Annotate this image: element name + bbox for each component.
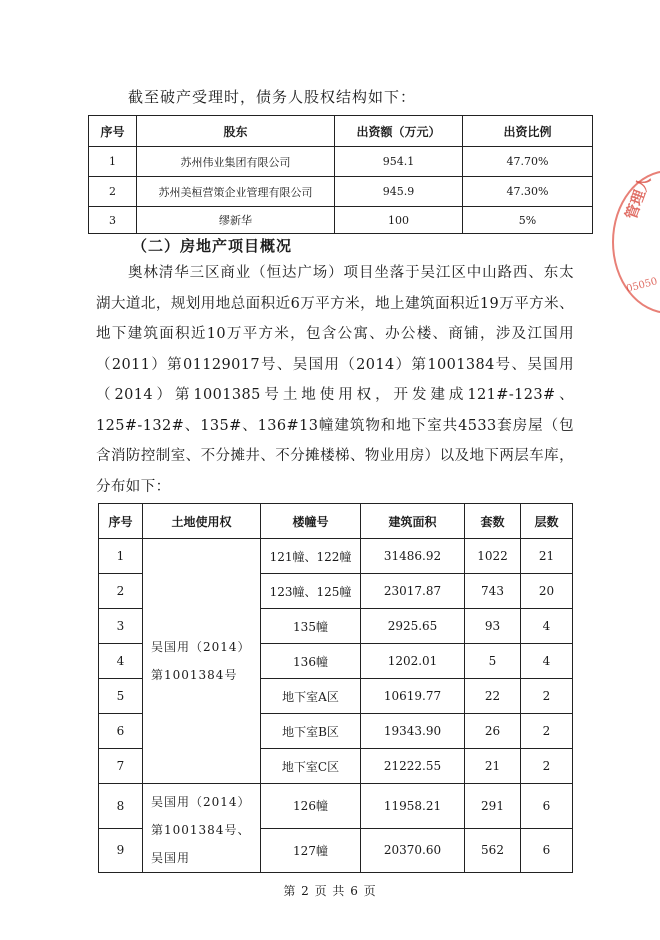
cell-floors: 20 bbox=[521, 574, 573, 609]
cell-shareholder: 苏州美桓营策企业管理有限公司 bbox=[137, 177, 335, 207]
cell-capital: 100 bbox=[335, 207, 463, 234]
cell-floors: 6 bbox=[521, 828, 573, 873]
cell-index: 2 bbox=[89, 177, 137, 207]
cell-shareholder: 苏州伟业集团有限公司 bbox=[137, 147, 335, 177]
table-row bbox=[99, 784, 573, 829]
cell-units: 562 bbox=[465, 828, 521, 873]
cell-floors: 6 bbox=[521, 784, 573, 829]
cell-units: 291 bbox=[465, 784, 521, 829]
header-shareholder: 股东 bbox=[137, 116, 335, 147]
cell-building-no: 地下室B区 bbox=[261, 714, 361, 749]
cell-index: 9 bbox=[99, 828, 143, 873]
cell-units: 26 bbox=[465, 714, 521, 749]
cell-area: 10619.77 bbox=[361, 679, 465, 714]
cell-area: 19343.90 bbox=[361, 714, 465, 749]
cell-area: 23017.87 bbox=[361, 574, 465, 609]
cell-units: 21 bbox=[465, 749, 521, 784]
header-index: 序号 bbox=[89, 116, 137, 147]
cell-index: 5 bbox=[99, 679, 143, 714]
project-paragraph bbox=[96, 258, 574, 502]
cell-ratio: 47.70% bbox=[463, 147, 593, 177]
cell-land-right: 吴国用（2014）第1001384号、吴国用 bbox=[143, 784, 261, 873]
cell-building-no: 127幢 bbox=[261, 828, 361, 873]
cell-building-no: 地下室A区 bbox=[261, 679, 361, 714]
cell-area: 31486.92 bbox=[361, 539, 465, 574]
table-row bbox=[89, 177, 593, 207]
table-header-row bbox=[99, 504, 573, 539]
cell-land-right: 吴国用（2014）第1001384号 bbox=[143, 539, 261, 784]
cell-shareholder: 缪新华 bbox=[137, 207, 335, 234]
cell-area: 20370.60 bbox=[361, 828, 465, 873]
cell-area: 21222.55 bbox=[361, 749, 465, 784]
cell-floors: 21 bbox=[521, 539, 573, 574]
cell-area: 11958.21 bbox=[361, 784, 465, 829]
cell-index: 1 bbox=[99, 539, 143, 574]
table-header-row bbox=[89, 116, 593, 147]
seal-text: 管理人 bbox=[621, 173, 655, 222]
shareholder-table bbox=[88, 115, 593, 234]
cell-ratio: 47.30% bbox=[463, 177, 593, 207]
page-footer: 第 2 页 共 6 页 bbox=[283, 884, 377, 898]
paragraph-text: 奥林清华三区商业（恒达广场）项目坐落于吴江区中山路西、东太湖大道北，规划用地总面积近6万平方米，地上建筑面积近19万平方米、地下建筑面积近10万平方米，包含公寓、办公楼、商铺，涉及江国用（2011）第01129017号、吴国用（2014）第1001384号、吴国用（2014）第1001385号土地使用权，开发建成121#-123#、125#-132#、135#、136#13幢建筑物和地下室共4533套房屋（包含消防控制室、不分摊井、不分摊楼梯、物业用房）以及地下两层车库，分布如下： bbox=[96, 265, 574, 495]
cell-ratio: 5% bbox=[463, 207, 593, 234]
cell-capital: 954.1 bbox=[335, 147, 463, 177]
cell-building-no: 135幢 bbox=[261, 609, 361, 644]
table-row bbox=[99, 539, 573, 574]
table-row bbox=[89, 207, 593, 234]
header-floors: 层数 bbox=[521, 504, 573, 539]
cell-units: 1022 bbox=[465, 539, 521, 574]
header-ratio: 出资比例 bbox=[463, 116, 593, 147]
header-area: 建筑面积 bbox=[361, 504, 465, 539]
cell-building-no: 地下室C区 bbox=[261, 749, 361, 784]
cell-units: 743 bbox=[465, 574, 521, 609]
building-table bbox=[98, 503, 573, 873]
section-title: （二）房地产项目概况 bbox=[132, 237, 293, 255]
cell-index: 1 bbox=[89, 147, 137, 177]
cell-floors: 2 bbox=[521, 679, 573, 714]
cell-area: 2925.65 bbox=[361, 609, 465, 644]
cell-building-no: 123幢、125幢 bbox=[261, 574, 361, 609]
cell-units: 5 bbox=[465, 644, 521, 679]
cell-floors: 2 bbox=[521, 749, 573, 784]
cell-capital: 945.9 bbox=[335, 177, 463, 207]
header-index: 序号 bbox=[99, 504, 143, 539]
cell-index: 4 bbox=[99, 644, 143, 679]
cell-index: 8 bbox=[99, 784, 143, 829]
table-row bbox=[89, 147, 593, 177]
cell-floors: 4 bbox=[521, 644, 573, 679]
header-capital: 出资额（万元） bbox=[335, 116, 463, 147]
intro-text: 截至破产受理时，债务人股权结构如下： bbox=[128, 88, 417, 106]
cell-index: 3 bbox=[89, 207, 137, 234]
cell-floors: 4 bbox=[521, 609, 573, 644]
cell-units: 93 bbox=[465, 609, 521, 644]
header-land-right: 土地使用权 bbox=[143, 504, 261, 539]
cell-building-no: 136幢 bbox=[261, 644, 361, 679]
cell-index: 6 bbox=[99, 714, 143, 749]
cell-floors: 2 bbox=[521, 714, 573, 749]
cell-area: 1202.01 bbox=[361, 644, 465, 679]
header-units: 套数 bbox=[465, 504, 521, 539]
cell-units: 22 bbox=[465, 679, 521, 714]
cell-building-no: 126幢 bbox=[261, 784, 361, 829]
cell-index: 3 bbox=[99, 609, 143, 644]
cell-index: 7 bbox=[99, 749, 143, 784]
cell-index: 2 bbox=[99, 574, 143, 609]
seal-number: 05050 bbox=[625, 276, 659, 295]
cell-building-no: 121幢、122幢 bbox=[261, 539, 361, 574]
header-building-no: 楼幢号 bbox=[261, 504, 361, 539]
